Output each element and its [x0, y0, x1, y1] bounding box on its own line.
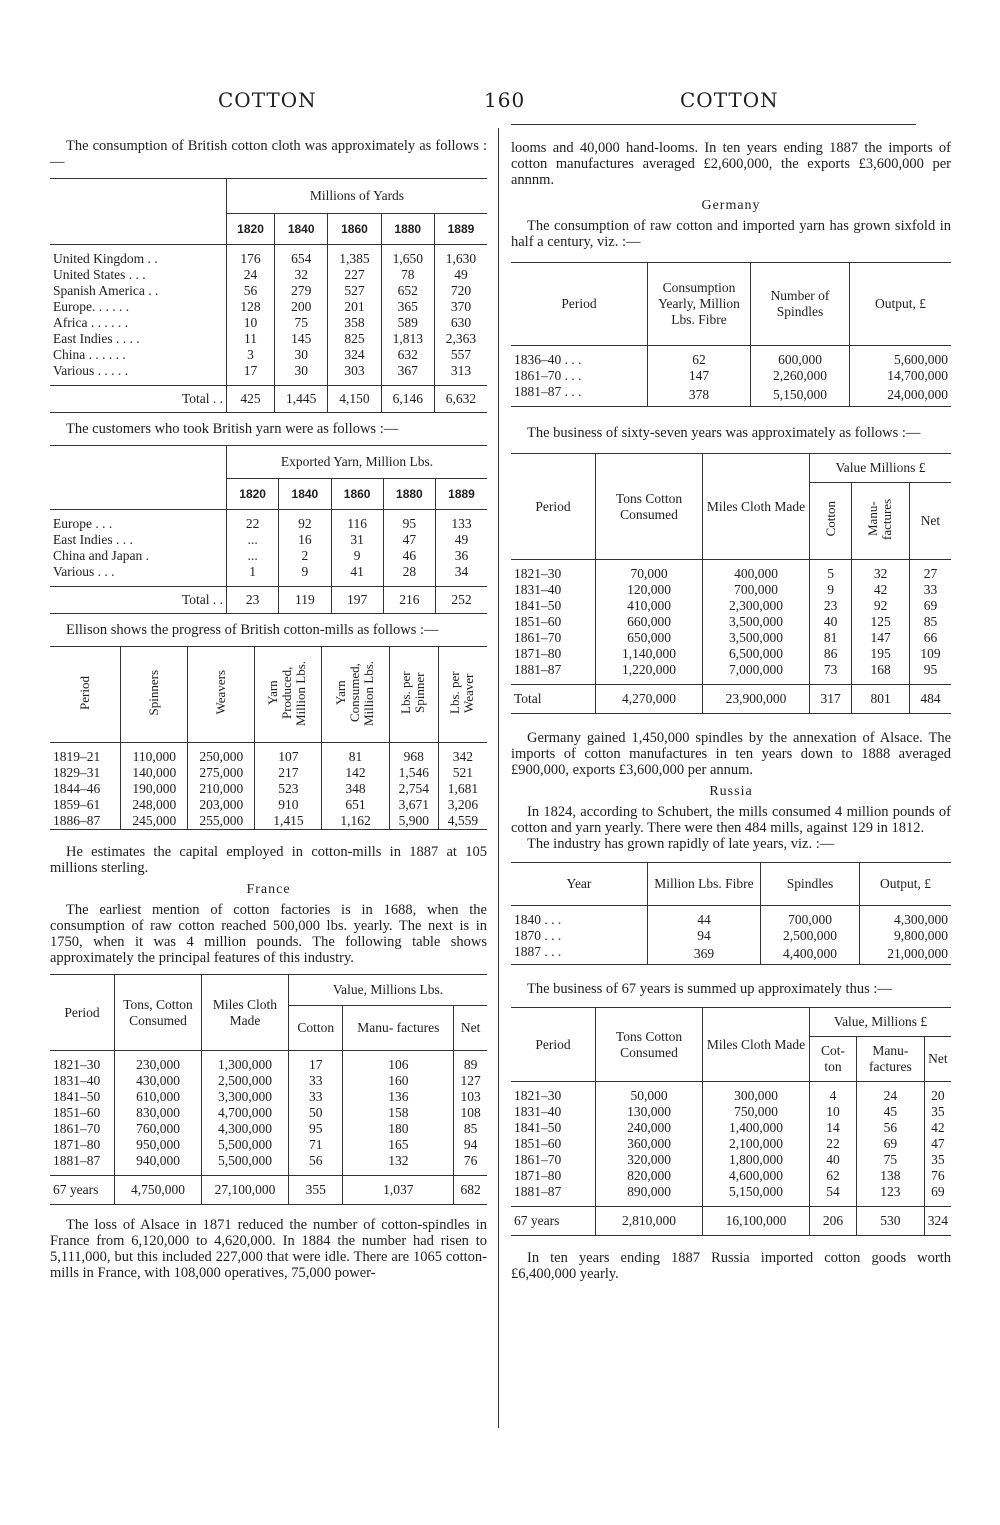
column-header: Period	[50, 647, 121, 743]
table-row: 1831–40 130,000 750,000 10 45 35	[511, 1104, 951, 1120]
paragraph: The loss of Alsace in 1871 reduced the number of cotton-spindles in France from 6,120,000 to 4,620,000. In 1884 the number had risen to 5,111,000, but this included 227,000 that were idle. There are 1065 cotton-mills in France, with 108,000 operatives, 75,000 power-	[50, 1217, 487, 1281]
paragraph: looms and 40,000 hand-looms. In ten years ending 1887 the imports of cotton manufactures averaged £2,600,000, the exports £3,600,000 per annnm.	[511, 140, 951, 188]
column-header: Tons Cotton Consumed	[596, 1008, 703, 1082]
column-header: Cotton	[810, 483, 852, 560]
table-row: 1881–87 890,000 5,150,000 54 123 69	[511, 1184, 951, 1200]
column-header: 1880	[383, 479, 435, 510]
table-row: Africa . . . . . . 10 75 358 589 630	[50, 315, 487, 331]
table-row: China . . . . . . 3 30 324 632 557	[50, 347, 487, 363]
table-row: 1821–30 230,000 1,300,000 17 106 89	[50, 1057, 487, 1073]
table-row: 1831–40 430,000 2,500,000 33 160 127	[50, 1073, 487, 1089]
column-header: Value Millions £	[810, 454, 952, 483]
column-header: Net	[920, 513, 941, 528]
paragraph: The earliest mention of cotton factories is in 1688, when the consumption of raw cotton reached 500,000 lbs. yearly. The next is in 1750, when it was 4 million pounds. The following table shows approximately the principal features of this industry.	[50, 902, 487, 966]
column-header: Lbs. per Weaver	[446, 671, 476, 714]
table-russia-business	[511, 1007, 951, 1236]
table-row: 1841–50 410,000 2,300,000 23 92 69	[511, 598, 951, 614]
table-row: United Kingdom . . 176 654 1,385 1,650 1,630	[50, 251, 487, 267]
running-head-left: COTTON	[218, 88, 317, 112]
table-row: United States . . . 24 32 227 78 49	[50, 267, 487, 283]
column-header: Year	[511, 863, 648, 906]
table-row: 1841–50 240,000 1,400,000 14 56 42	[511, 1120, 951, 1136]
column-header: Period	[50, 975, 115, 1051]
column-header: 1820	[227, 214, 275, 245]
table-row: 1851–60 660,000 3,500,000 40 125 85	[511, 614, 951, 630]
column-header: Cot- ton	[810, 1037, 857, 1082]
column-header: Lbs. per Spinner	[389, 647, 438, 743]
column-header: Number of Spindles	[751, 263, 850, 346]
column-header: Manu- factures	[857, 1037, 925, 1082]
column-header: Value, Millions £	[810, 1008, 952, 1037]
running-head-right: COTTON	[680, 88, 779, 112]
table-row: 1841–50 610,000 3,300,000 33 136 103	[50, 1089, 487, 1105]
table-row: Various . . . 1 9 41 28 34	[50, 564, 487, 580]
paragraph: Germany gained 1,450,000 spindles by the annexation of Alsace. The imports of cotton manufactures in ten years down to 1888 averaged £900,000, exports £3,600,000 per annum.	[511, 730, 951, 778]
column-header: Output, £	[879, 876, 931, 891]
table-total-row: Total 4,270,000 23,900,000 317 801 484	[511, 685, 951, 714]
table-row: East Indies . . . . 11 145 825 1,813 2,363	[50, 331, 487, 347]
table-france	[50, 974, 487, 1205]
table-total-row: Total . . 425 1,445 4,150 6,146 6,632	[50, 386, 487, 413]
table-ellison-mills	[50, 646, 487, 830]
paragraph: The business of 67 years is summed up approximately thus :—	[527, 981, 892, 997]
table-total-row: 67 years 2,810,000 16,100,000 206 530 324	[511, 1207, 951, 1236]
column-header: Tons, Cotton Consumed	[115, 975, 202, 1051]
page-number: 160	[484, 88, 526, 112]
table-row: 1836–40 . . . 62 600,000 5,600,000	[511, 352, 951, 368]
paragraph: The industry has grown rapidly of late years, viz. :—	[527, 836, 835, 852]
table-body	[511, 1088, 951, 1236]
column-header: Manu- factures	[343, 1006, 454, 1051]
table-row: 1844–46 190,000 210,000 523 348 2,754 1,681	[50, 781, 487, 797]
right-column	[511, 128, 951, 1282]
table-germany-business	[511, 453, 951, 714]
table-row: 1861–70 . . . 147 2,260,000 14,700,000	[511, 368, 951, 384]
column-header: Miles Cloth Made	[703, 1008, 810, 1082]
table-row: 1871–80 1,140,000 6,500,000 86 195 109	[511, 646, 951, 662]
table-row: 1887 . . . 369 4,400,000 21,000,000	[511, 944, 951, 965]
column-header: Spinners	[121, 647, 188, 743]
column-header: Value, Millions Lbs.	[289, 975, 488, 1006]
paragraph: The consumption of British cotton cloth was approximately as follows :—	[50, 138, 487, 170]
column-header: 1889	[448, 487, 475, 501]
table-body	[50, 516, 487, 614]
column-header: Net	[928, 1051, 948, 1066]
section-heading-russia: Russia	[709, 784, 753, 799]
table-row: 1819–21 110,000 250,000 107 81 968 342	[50, 749, 487, 765]
table-row: 1859–61 248,000 203,000 910 651 3,671 3,206	[50, 797, 487, 813]
header-rule	[511, 124, 916, 125]
table-row: 1886–87 245,000 255,000 1,415 1,162 5,900 4,559	[50, 813, 487, 830]
column-header: Miles Cloth Made	[703, 454, 810, 560]
column-header: Spindles	[761, 863, 860, 906]
table-total-row: 67 years 4,750,000 27,100,000 355 1,037 682	[50, 1176, 487, 1205]
table-row: 1881–87 . . . 378 5,150,000 24,000,000	[511, 384, 951, 407]
table-row: 1851–60 830,000 4,700,000 50 158 108	[50, 1105, 487, 1121]
table-row: East Indies . . . ... 16 31 47 49	[50, 532, 487, 548]
column-header: Tons Cotton Consumed	[596, 454, 703, 560]
column-header: 1840	[279, 479, 331, 510]
column-divider	[498, 128, 499, 1428]
table-body	[50, 251, 487, 413]
column-header: Output, £	[874, 296, 926, 311]
column-header: Period	[511, 263, 648, 346]
table-row: 1871–80 820,000 4,600,000 62 138 76	[511, 1168, 951, 1184]
section-heading-germany: Germany	[701, 198, 761, 213]
column-header: Period	[511, 1008, 596, 1082]
paragraph: The consumption of raw cotton and imported yarn has grown sixfold in half a century, viz. :—	[511, 218, 951, 250]
table-row: 1821–30 50,000 300,000 4 24 20	[511, 1088, 951, 1104]
table-total-row: Total . . 23 119 197 216 252	[50, 587, 487, 614]
table-row: 1851–60 360,000 2,100,000 22 69 47	[511, 1136, 951, 1152]
table-row: Spanish America . . 56 279 527 652 720	[50, 283, 487, 299]
paragraph: Ellison shows the progress of British cotton-mills as follows :—	[66, 622, 439, 638]
column-header: Manu- factures	[852, 483, 910, 560]
table-row: 1861–70 760,000 4,300,000 95 180 85	[50, 1121, 487, 1137]
section-heading-france: France	[246, 882, 291, 897]
column-header: 1820	[227, 479, 279, 510]
table-caption: Millions of Yards	[309, 188, 405, 203]
column-header: 1889	[447, 222, 475, 236]
table-row: 1881–87 940,000 5,500,000 56 132 76	[50, 1153, 487, 1169]
table-row: 1861–70 320,000 1,800,000 40 75 35	[511, 1152, 951, 1168]
paragraph: In ten years ending 1887 Russia imported cotton goods worth £6,400,000 yearly.	[511, 1250, 951, 1282]
column-header: Net	[460, 1020, 481, 1035]
left-column	[50, 128, 487, 1281]
column-header: Period	[511, 454, 596, 560]
table-cloth-consumption	[50, 178, 487, 413]
column-header: 1860	[331, 479, 383, 510]
table-row: Europe . . . 22 92 116 95 133	[50, 516, 487, 532]
table-row: 1821–30 70,000 400,000 5 32 27	[511, 566, 951, 582]
table-row: Europe. . . . . . 128 200 201 365 370	[50, 299, 487, 315]
table-row: 1861–70 650,000 3,500,000 81 147 66	[511, 630, 951, 646]
table-body	[511, 566, 951, 714]
column-header: 1840	[275, 214, 328, 245]
table-row: China and Japan . ... 2 9 46 36	[50, 548, 487, 564]
column-header: Yarn Produced, Million Lbs.	[255, 647, 322, 743]
table-row: 1871–80 950,000 5,500,000 71 165 94	[50, 1137, 487, 1153]
paragraph: In 1824, according to Schubert, the mills consumed 4 million pounds of cotton and yarn yearly. There were then 484 mills, against 129 in 1812.	[511, 804, 951, 836]
table-row: 1831–40 120,000 700,000 9 42 33	[511, 582, 951, 598]
paragraph: He estimates the capital employed in cotton-mills in 1887 at 105 millions sterling.	[50, 844, 487, 876]
table-row: 1829–31 140,000 275,000 217 142 1,546 521	[50, 765, 487, 781]
table-row: 1840 . . . 44 700,000 4,300,000	[511, 912, 951, 928]
table-body	[511, 912, 951, 965]
column-header: Million Lbs. Fibre	[648, 863, 761, 906]
table-body	[511, 352, 951, 407]
column-header: Weavers	[188, 647, 255, 743]
table-row: 1870 . . . 94 2,500,000 9,800,000	[511, 928, 951, 944]
column-header: Cotton	[289, 1006, 343, 1051]
table-germany-consumption	[511, 262, 951, 407]
table-caption: Exported Yarn, Million Lbs.	[280, 454, 434, 469]
table-body	[50, 749, 487, 830]
column-header: 1860	[328, 214, 381, 245]
column-header: Miles Cloth Made	[202, 975, 289, 1051]
table-exported-yarn	[50, 445, 487, 614]
column-header: 1880	[381, 214, 434, 245]
column-header: Consumption Yearly, Million Lbs. Fibre	[648, 263, 751, 346]
table-row: Various . . . . . 17 30 303 367 313	[50, 363, 487, 379]
table-row: 1881–87 1,220,000 7,000,000 73 168 95	[511, 662, 951, 678]
table-russia-growth	[511, 862, 951, 965]
paragraph: The business of sixty-seven years was approximately as follows :—	[527, 425, 921, 441]
paragraph: The customers who took British yarn were as follows :—	[66, 421, 399, 437]
table-body	[50, 1057, 487, 1205]
column-header: Yarn Consumed, Million Lbs.	[322, 647, 389, 743]
